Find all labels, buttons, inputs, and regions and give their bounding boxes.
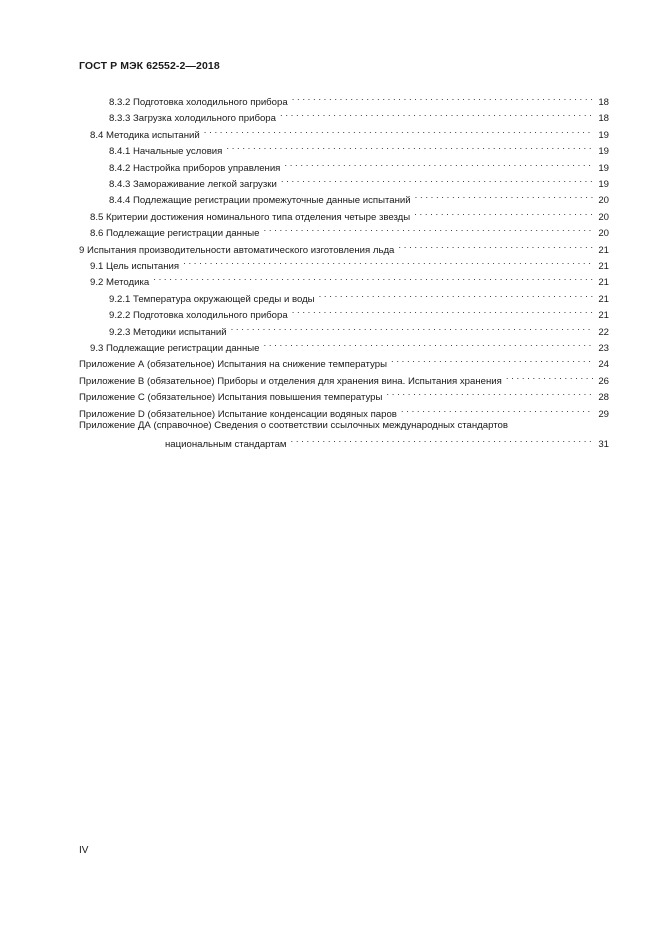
toc-dot-leader: [290, 304, 593, 318]
toc-dot-leader: [396, 239, 593, 253]
toc-entry-page: 19: [598, 162, 609, 174]
toc-entry-page: 29: [598, 408, 609, 420]
toc-entry-page: 28: [598, 392, 609, 404]
toc-entry[interactable]: [90, 222, 609, 240]
toc-entry-title: 8.4.2 Настройка приборов управления: [109, 162, 281, 174]
toc-entry[interactable]: [90, 124, 609, 141]
toc-entry[interactable]: [109, 91, 609, 108]
toc-entry[interactable]: [79, 370, 609, 387]
toc-entry-title: Приложение А (обязательное) Испытания на снижение температуры: [79, 359, 387, 371]
toc-entry-title: Приложение D (обязательное) Испытание конденсации водяных паров: [79, 408, 397, 420]
toc-dot-leader: [317, 288, 593, 302]
page-number: IV: [79, 845, 89, 856]
toc-entry-page: 20: [598, 211, 609, 223]
toc-entry[interactable]: [79, 386, 609, 404]
toc-entry-title: 9.1 Цель испытания: [90, 261, 180, 272]
toc-entry-page: 23: [598, 343, 609, 354]
toc-entry-title: 9.2.1 Температура окружающей среды и воды: [109, 293, 315, 305]
toc-entry-page: 20: [598, 228, 609, 240]
toc-dot-leader: [261, 337, 593, 351]
toc-entry-page: 18: [598, 113, 609, 125]
toc-entry-title: 8.3.2 Подготовка холодильного прибора: [109, 97, 288, 108]
toc-entry-page: 31: [598, 439, 609, 450]
toc-entry-page: 24: [598, 359, 609, 371]
toc-entry-page: 19: [598, 179, 609, 190]
toc-entry-page: 22: [598, 326, 609, 338]
toc-entry[interactable]: [90, 255, 609, 272]
toc-entry-page: 21: [598, 293, 609, 305]
toc-dot-leader: [224, 140, 593, 154]
toc-entry-title: Приложение В (обязательное) Приборы и отделения для хранения вина. Испытания хранения: [79, 375, 502, 387]
toc-dot-leader: [229, 321, 593, 335]
toc-entry[interactable]: [109, 189, 609, 207]
toc-dot-leader: [261, 222, 593, 236]
toc-entry-title: 9.2 Методика: [90, 277, 150, 289]
toc-dot-leader: [282, 157, 593, 171]
toc-dot-leader: [289, 433, 593, 447]
toc-entry[interactable]: [79, 419, 609, 450]
toc-entry[interactable]: [109, 157, 609, 174]
toc-entry-title: 8.5 Критерии достижения номинального типа отделения четыре звезды: [90, 211, 411, 223]
toc-entry[interactable]: [90, 337, 609, 354]
toc-dot-leader: [389, 353, 593, 367]
toc-entry[interactable]: [109, 107, 609, 125]
toc-entry[interactable]: [79, 353, 609, 371]
toc-entry[interactable]: [109, 140, 609, 158]
toc-entry[interactable]: [109, 288, 609, 305]
toc-entry-page: 21: [598, 310, 609, 322]
toc-dot-leader: [399, 403, 593, 417]
toc-entry-page: 20: [598, 195, 609, 207]
toc-entry[interactable]: [90, 206, 609, 223]
toc-entry[interactable]: [90, 271, 609, 289]
toc-entry-title: 8.4 Методика испытаний: [90, 129, 200, 141]
toc-entry-page: 21: [598, 261, 609, 272]
toc-entry-title: 8.4.3 Замораживание легкой загрузки: [109, 179, 277, 190]
toc-entry-title: 9.3 Подлежащие регистрации данные: [90, 343, 260, 354]
toc-entry-page: 18: [598, 97, 609, 108]
toc-entry[interactable]: [109, 321, 609, 338]
toc-entry-page: 19: [598, 146, 609, 158]
toc-entry-title: 8.4.4 Подлежащие регистрации промежуточные данные испытаний: [109, 195, 411, 207]
toc-dot-leader: [278, 107, 593, 121]
toc-entry-page: 21: [598, 244, 609, 256]
toc-entry[interactable]: [79, 403, 609, 420]
toc-dot-leader: [181, 255, 593, 269]
toc-dot-leader: [384, 386, 593, 400]
toc-entry-title-continuation: [79, 433, 609, 450]
toc-entry-page: 19: [598, 129, 609, 141]
toc-entry-title: Приложение ДА (справочное) Сведения о соответствии ссылочных международных стандартов: [79, 420, 508, 431]
toc-entry-title: Приложение С (обязательное) Испытания повышения температуры: [79, 392, 383, 404]
toc-dot-leader: [504, 370, 593, 384]
document-header: ГОСТ Р МЭК 62552-2—2018: [79, 60, 220, 72]
toc-dot-leader: [279, 173, 593, 187]
toc-entry-title: 9 Испытания производительности автоматического изготовления льда: [79, 244, 395, 256]
toc-entry-title: 8.4.1 Начальные условия: [109, 146, 223, 158]
toc-entry-title: 8.6 Подлежащие регистрации данные: [90, 228, 260, 240]
toc-dot-leader: [151, 271, 593, 285]
toc-dot-leader: [290, 91, 593, 105]
toc-entry-page: 26: [598, 375, 609, 387]
toc-dot-leader: [202, 124, 593, 138]
toc-entry-title: 8.3.3 Загрузка холодильного прибора: [109, 113, 276, 125]
toc-entry-title-line2: национальным стандартам: [165, 439, 287, 450]
toc-entry[interactable]: [109, 304, 609, 322]
toc-entry-page: 21: [598, 277, 609, 289]
toc-entry[interactable]: [109, 173, 609, 190]
toc-dot-leader: [413, 189, 593, 203]
toc-entry-title: 9.2.2 Подготовка холодильного прибора: [109, 310, 288, 322]
toc-entry-title: 9.2.3 Методики испытаний: [109, 326, 227, 338]
toc-entry[interactable]: [79, 239, 609, 256]
toc-dot-leader: [412, 206, 593, 220]
